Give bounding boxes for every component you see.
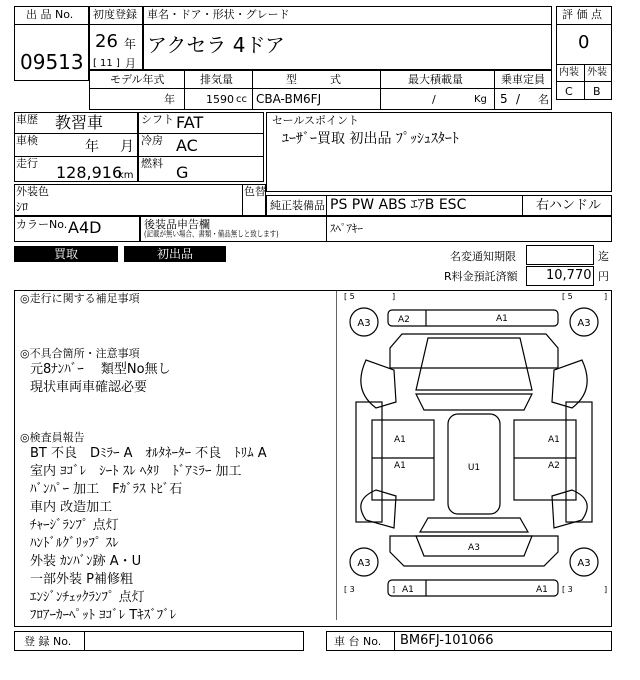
name-change-box [526,245,594,265]
equipment-label: 純正装備品 [270,199,325,212]
inspector-line: ﾁｬｰｼﾞﾗﾝﾌﾟ 点灯 [30,518,119,533]
wheel-rear-right-grade: A3 [577,558,591,569]
interior-value: C [565,85,573,98]
sales-point-value: ﾕｰｻﾞｰ買取 初出品 ﾌﾟｯｼｭｽﾀｰﾄ [282,131,459,147]
corner-bl-label: [ 3 [344,585,355,594]
car-name-divider [143,24,552,25]
vehicle-damage-diagram [336,290,612,620]
name-change-unit: 迄 [598,250,609,263]
car-name: アクセラ 4ドア [147,33,285,57]
inspector-line: ﾌﾛｱｰｶｰﾍﾟｯﾄ ﾖｺﾞﾚ Tｷｽﾞﾌﾞﾚ [30,608,177,623]
hood-panel [416,338,532,390]
model-year-value: 年 [164,93,175,106]
aftermarket-divider [326,216,327,242]
reg-no-divider [84,631,85,651]
chassis-divider [394,631,395,651]
history-label: 車歴 [16,113,38,126]
car-label: 車名・ドア・形状・グレード [147,8,290,21]
first-reg-year: 26 [95,31,118,52]
recycle-value: 10,770 [546,268,592,283]
aftermarket-label: 後装品申告欄 [144,218,210,231]
spec-divider-2 [252,70,253,110]
left-rear-door-grade: A1 [394,461,406,471]
capacity-unit: 名 [538,93,549,106]
shift-value: FAT [176,113,204,132]
exterior-color-box [14,184,266,216]
exterior-color-label: 外装色 [16,185,49,198]
inspector-line: ﾊﾞﾝﾊﾟｰ 加工 Fｶﾞﾗｽ ﾄﾋﾞ石 [30,482,183,497]
displacement-value: 1590 [206,93,234,106]
inspection-year: 年 [85,139,99,155]
model-label: 型 式 [286,73,341,86]
front-right-fender [552,360,587,408]
inspector-header: ◎検査員報告 [20,431,85,444]
wheel-front-left-grade: A3 [357,318,371,329]
name-change-label: 名変通知期限 [450,250,516,263]
month-open: [ [93,58,97,69]
max-load-label: 最大積載量 [408,73,463,86]
color-no-value: A4D [68,218,102,237]
sales-point-label: セールスポイント [272,114,360,127]
aftermarket-note: (記載が無い場合、書類・備品無しと致します) [144,230,279,240]
aircon-value: AC [176,136,198,155]
fuel-value: G [176,163,189,182]
lot-divider [14,24,89,25]
history-value: 教習車 [55,113,104,132]
reg-no-label: 登 録 No. [24,635,72,648]
exterior-color-value: ｼﾛ [16,200,29,214]
spec-divider-3 [380,70,381,110]
trunk-grade: A3 [468,543,480,553]
interior-label: 内装 [559,67,579,78]
color-change-label: 色替 [244,185,266,198]
rear-bumper-right-grade: A1 [536,585,548,595]
wheel-front-right-grade: A3 [577,318,591,329]
inspector-line: 一部外装 P補修粗 [30,572,133,587]
recycle-unit: 円 [598,270,609,283]
capacity-sep: / [516,92,521,106]
score-divider-v [584,64,585,100]
displacement-unit: cc [236,94,247,105]
year-unit: 年 [124,37,137,51]
month-unit: 月 [125,57,136,70]
capacity-value: 5 [500,92,508,106]
color-no-label: カラーNo. [16,218,68,231]
defects-header: ◎不具合箇所・注意事項 [20,347,140,360]
mileage-value: 128,916 [56,163,123,182]
hood-front [390,334,558,368]
inspector-line: 室内 ﾖｺﾞﾚ ｼｰﾄ ｽﾚ ﾍﾀﾘ ﾄﾞｱﾐﾗｰ 加工 [30,464,242,479]
right-doors [514,420,576,500]
equipment-divider-2 [522,195,523,216]
right-front-door-grade: A1 [548,435,560,445]
displacement-label: 排気量 [200,73,233,86]
right-rear-door-grade: A2 [548,461,560,471]
max-load-value: / [432,93,436,106]
spec-divider-4 [494,70,495,110]
inspection-month: 月 [120,139,134,155]
windshield [416,394,532,410]
mileage-unit: km [118,170,134,181]
recycle-label: R料金預託済額 [444,270,518,283]
max-load-unit: Kg [474,94,487,105]
purchase-tag: 買取 [14,246,118,262]
model-value: CBA-BM6FJ [256,92,322,106]
spec-row-divider [89,88,552,89]
corner-tr-close: ] [604,292,608,301]
score-label: 評 価 点 [562,8,602,21]
first-reg-label: 初度登録 [93,8,137,21]
left-front-door-grade: A1 [394,435,406,445]
model-year-label: モデル年式 [110,73,165,86]
chassis-value: BM6FJ-101066 [400,633,494,648]
color-change-divider [242,184,243,216]
corner-tl-close: ] [392,292,396,301]
aftermarket-value: ｽﾍﾟｱｷｰ [330,222,363,235]
exterior-value: B [593,85,601,98]
inspector-line: 外装 ｶﾝﾊﾞﾝ跡 A・U [30,554,142,569]
inspector-line: ｴﾝｼﾞﾝﾁｪｯｸﾗﾝﾌﾟ 点灯 [30,590,145,605]
front-bumper [388,310,558,326]
front-bumper-center-grade: A1 [496,314,508,324]
inspector-line: ﾊﾝﾄﾞﾙｸﾞﾘｯﾌﾟ ｽﾚ [30,536,119,551]
inspector-line: BT 不良 Dﾐﾗｰ A ｵﾙﾀﾈｰﾀｰ 不良 ﾄﾘﾑ A [30,446,267,461]
shift-label: シフト [141,113,174,126]
rear-window [420,518,528,532]
chassis-label: 車 台 No. [334,635,382,648]
aircon-label: 冷房 [141,134,163,147]
mileage-label: 走行 [16,157,38,170]
front-bumper-left-grade: A2 [398,315,410,325]
exterior-label: 外装 [587,67,607,78]
score-value: 0 [578,32,590,53]
score-divider-1 [556,24,612,25]
corner-tr-label: [ 5 [562,292,573,301]
lot-number: 09513 [20,50,84,74]
roof-grade: U1 [467,463,481,473]
corner-br-close: ] [604,585,608,594]
spec-divider-1 [184,70,185,110]
rear-bumper-left-grade: A1 [402,585,414,595]
first-listing-tag: 初出品 [124,246,226,262]
capacity-label: 乗車定員 [501,73,545,86]
corner-tl-label: [ 5 [344,292,355,301]
inspection-label: 車検 [16,134,38,147]
corner-bl-close: ] [392,585,396,594]
corner-br-label: [ 3 [562,585,573,594]
defect-line: 現状車両車確認必要 [30,380,148,395]
handle-value: 右ハンドル [536,198,602,213]
equipment-value: PS PW ABS ｴｱB ESC [330,197,467,213]
month-close: ] [116,58,120,69]
inspector-line: 車内 改造加工 [30,500,113,515]
wheel-rear-left-grade: A3 [357,558,371,569]
left-doors [372,420,434,500]
fuel-label: 燃料 [141,157,163,170]
first-reg-divider [89,24,143,25]
defect-line: 元8ﾅﾝﾊﾞｰ 類型No無し [30,362,171,377]
first-reg-month: 11 [100,58,113,69]
lot-label: 出 品 No. [26,8,74,21]
driving-header: ◎走行に関する補足事項 [20,292,140,305]
equipment-divider-1 [326,195,327,216]
front-left-fender [361,360,396,408]
